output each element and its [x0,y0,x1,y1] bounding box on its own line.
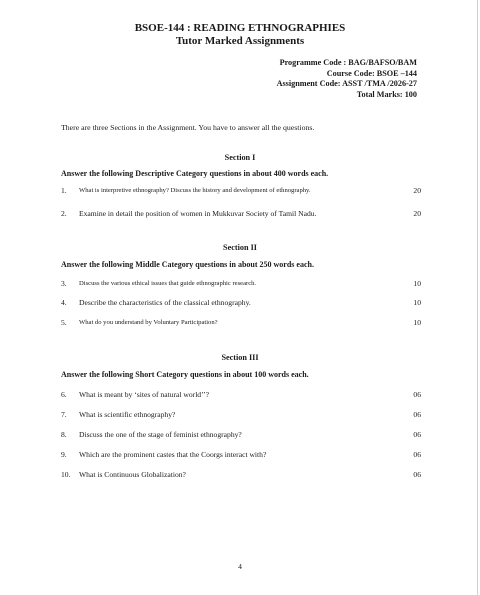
question-marks: 20 [413,186,421,195]
question-number: 3. [61,279,67,288]
question-text: Describe the characteristics of the classical ethnography. [79,298,251,307]
question-row [61,390,421,402]
intro-text: There are three Sections in the Assignment. You have to answer all the questions. [61,123,315,132]
question-number: 8. [61,430,67,439]
question-text: What is scientific ethnography? [79,410,176,419]
question-marks: 06 [413,450,421,459]
question-number: 1. [61,186,67,195]
question-row [61,209,421,221]
section-title: Section II [223,243,257,252]
question-row [61,298,421,310]
question-text: What do you understand by Voluntary Participation? [79,319,218,326]
question-text: Discuss the one of the stage of feminist ethnography? [79,430,242,439]
question-marks: 10 [413,298,421,307]
document-header [0,22,480,48]
question-number: 5. [61,318,67,327]
question-text: Examine in detail the position of women in Mukkuvar Society of Tamil Nadu. [79,209,317,218]
section-instruction: Answer the following Short Category questions in about 100 words each. [61,370,309,379]
question-marks: 20 [413,209,421,218]
section-title: Section I [224,153,256,162]
question-number: 9. [61,450,67,459]
question-marks: 10 [413,318,421,327]
question-number: 4. [61,298,67,307]
document-title: BSOE-144 : READING ETHNOGRAPHIES [134,22,346,34]
total-marks: Total Marks: 100 [356,89,417,99]
question-number: 10. [61,470,71,479]
question-text: Discuss the various ethical issues that guide ethnographic research. [79,280,257,287]
programme-code: Programme Code : BAG/BAFSO/BAM [279,58,417,67]
question-row [61,279,421,291]
question-marks: 06 [413,430,421,439]
page-edge-line [477,0,478,595]
question-number: 2. [61,209,67,218]
page-number: 4 [238,562,242,571]
question-row [61,410,421,422]
question-text: What is interpretive ethnography? Discuss the history and development of ethnography. [79,187,311,194]
section-instruction: Answer the following Middle Category questions in about 250 words each. [61,260,314,269]
question-row [61,430,421,442]
assignment-meta-block [277,58,417,100]
question-row [61,318,421,330]
section-title: Section III [221,353,259,362]
question-marks: 06 [413,410,421,419]
question-number: 6. [61,390,67,399]
document-subtitle: Tutor Marked Assignments [175,35,305,47]
question-text: Which are the prominent castes that the Coorgs interact with? [79,450,267,459]
question-row [61,186,421,198]
question-row [61,450,421,462]
question-number: 7. [61,410,67,419]
question-marks: 06 [413,470,421,479]
question-marks: 06 [413,390,421,399]
section-instruction: Answer the following Descriptive Category questions in about 400 words each. [61,169,329,178]
assignment-code: Assignment Code: ASST /TMA /2026-27 [276,79,417,89]
question-text: What is Continuous Globalization? [79,470,186,479]
question-text: What is meant by ‘sites of natural world’’? [79,390,209,399]
question-marks: 10 [413,279,421,288]
question-row [61,470,421,482]
course-code: Course Code: BSOE –144 [326,68,417,78]
